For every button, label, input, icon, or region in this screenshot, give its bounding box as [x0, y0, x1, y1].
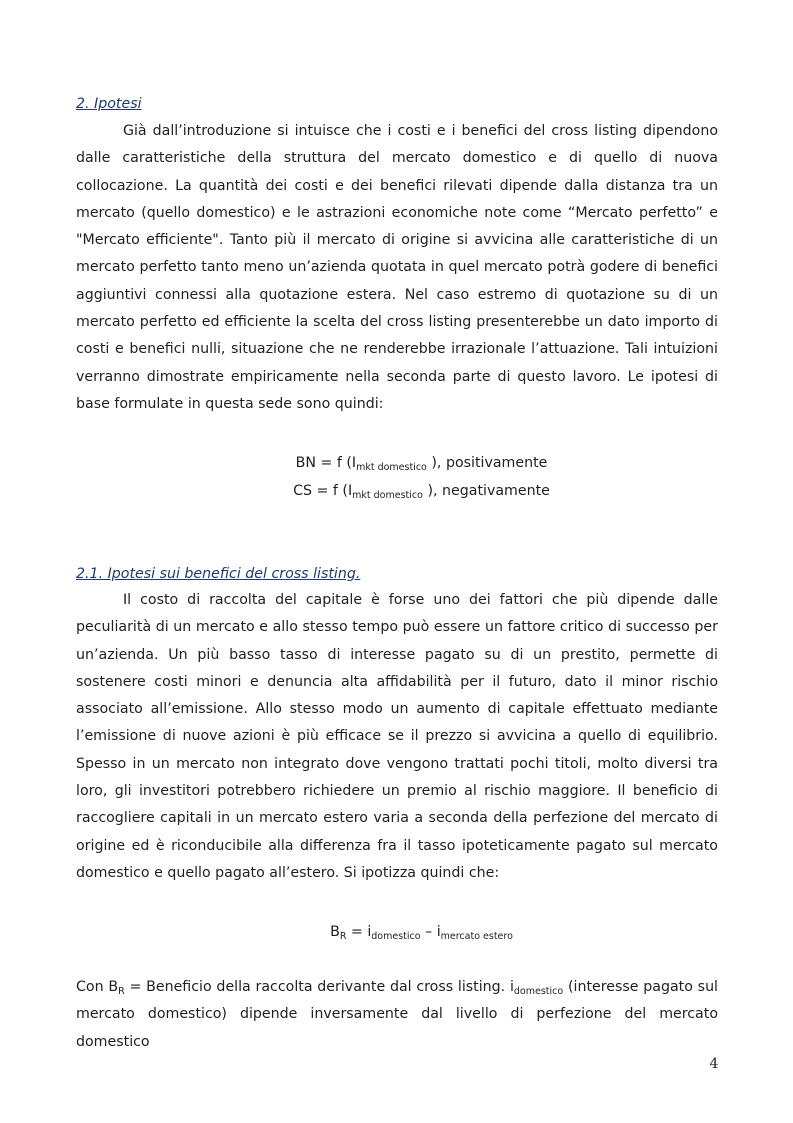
formula-cs-sub: mkt domestico [352, 490, 423, 501]
page-number: 4 [709, 1056, 719, 1072]
formula-cs-lhs: CS = f (I [293, 483, 353, 499]
formula-br [0, 922, 793, 942]
closing-s2: domestico [513, 986, 564, 997]
formula-br-eq: = i [346, 924, 372, 940]
section-2-paragraph [76, 118, 718, 418]
formula-cs [0, 481, 793, 501]
formula-br-i1-sub: domestico [371, 931, 421, 942]
closing-paragraph [76, 974, 718, 1056]
formula-bn-sub: mkt domestico [356, 462, 427, 473]
formula-bn-lhs: BN = f (I [295, 455, 357, 471]
formula-br-b: B [330, 924, 340, 940]
formula-br-i2-sub: mercato estero [440, 931, 513, 942]
closing-t2: = Beneficio della raccolta derivante dal cross listing. i [124, 979, 514, 995]
section-2-1-paragraph-text: Il costo di raccolta del capitale è forse uno dei fattori che più dipende dalle peculiarità di un mercato e allo stesso tempo può essere un fattore critico di successo per un’azienda. Un più basso tasso di interesse pagato su di un prestito, permette di sostenere costi minori e denuncia alta affidabilità per il futuro, dato il minor rischio associato all’emissione. Allo stesso modo un aumento di capitale effettuato mediante l’emissione di nuove azioni è più efficace se il prezzo si avvicina a quello di equilibrio. Spesso in un mercato non integrato dove vengono trattati pochi titoli, molto diversi tra loro, gli investitori potrebbero richiedere un premio al rischio maggiore. Il beneficio di raccogliere capitali in un mercato estero varia a seconda della perfezione del mercato di origine ed è riconducibile alla differenza fra il tasso ipoteticamente pagato sul mercato domestico e quello pagato all’estero. Si ipotizza quindi che: [76, 592, 718, 881]
formula-br-minus: – i [420, 924, 441, 940]
formula-cs-rhs: ), negativamente [422, 483, 550, 499]
closing-t1: Con B [76, 979, 119, 995]
section-2-1-heading: 2.1. Ipotesi sui benefici del cross listing. [76, 566, 361, 582]
section-2-heading: 2. Ipotesi [76, 96, 142, 112]
formula-br-b-sub: R [339, 931, 347, 942]
section-2-paragraph-text: Già dall’introduzione si intuisce che i costi e i benefici del cross listing dipendono dalle caratteristiche della struttura del mercato domestico e di quello di nuova collocazione. La quantità dei costi e dei benefici rilevati dipende dalla distanza tra un mercato (quello domestico) e le astrazioni economiche note come “Mercato perfetto” e "Mercato efficiente". Tanto più il mercato di origine si avvicina alle caratteristiche di un mercato perfetto tanto meno un’azienda quotata in quel mercato potrà godere di benefici aggiuntivi connessi alla quotazione estera. Nel caso estremo di quotazione su di un mercato perfetto ed efficiente la scelta del cross listing presenterebbe un dato importo di costi e benefici nulli, situazione che ne renderebbe irrazionale l’attuazione. Tali intuizioni verranno dimostrate empiricamente nella seconda parte di questo lavoro. Le ipotesi di base formulate in questa sede sono quindi: [76, 123, 718, 412]
section-2-1-paragraph [76, 587, 718, 887]
closing-t3: (interesse pagato sul mercato domestico) dipende inversamente dal livello di perfezione del mercato domestico [76, 979, 718, 1050]
closing-s1: R [118, 986, 125, 997]
formula-bn [0, 453, 793, 473]
formula-bn-rhs: ), positivamente [426, 455, 548, 471]
